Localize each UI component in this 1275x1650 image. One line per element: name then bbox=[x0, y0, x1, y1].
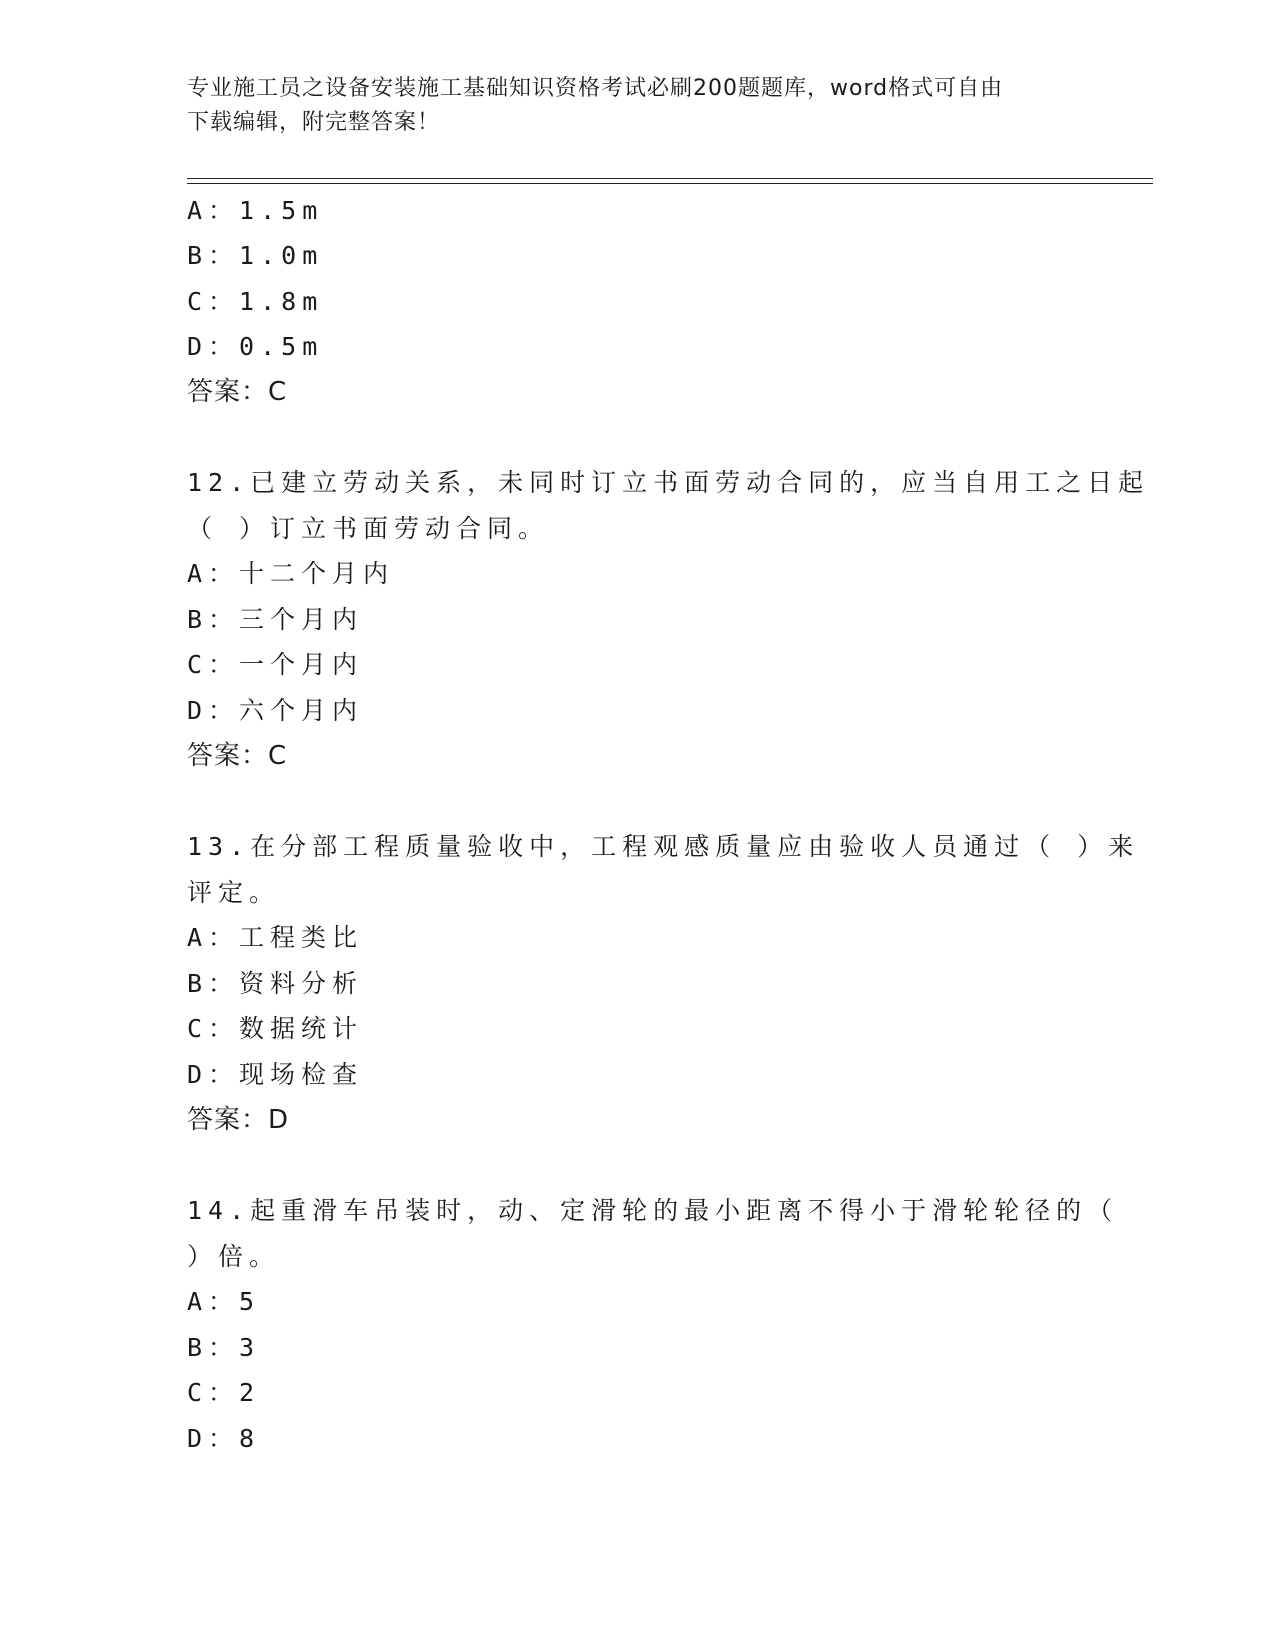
q12-answer: 答案：C bbox=[187, 741, 288, 771]
q11-answer: 答案：C bbox=[187, 377, 288, 407]
q12-stem-line-1: 12.已建立劳动关系，未同时订立书面劳动合同的，应当自用工之日起 bbox=[187, 468, 1150, 497]
document-header-line-2: 下载编辑，附完整答案！ bbox=[187, 110, 441, 135]
q11-option-a: A：1.5m bbox=[187, 196, 324, 225]
q13-option-a: A：工程类比 bbox=[187, 923, 364, 952]
q14-option-c: C：2 bbox=[187, 1378, 261, 1407]
q12-stem-line-2: （ ）订立书面劳动合同。 bbox=[187, 514, 550, 543]
q12-option-d: D：六个月内 bbox=[187, 696, 364, 725]
q14-option-d: D：8 bbox=[187, 1424, 261, 1453]
q11-option-d: D：0.5m bbox=[187, 332, 324, 361]
q13-stem-line-1: 13.在分部工程质量验收中，工程观感质量应由验收人员通过（ ）来 bbox=[187, 832, 1140, 861]
q12-option-a: A：十二个月内 bbox=[187, 559, 395, 588]
header-rule-top bbox=[187, 178, 1153, 179]
q14-option-a: A：5 bbox=[187, 1287, 261, 1316]
q11-option-c: C：1.8m bbox=[187, 287, 324, 316]
q13-stem-line-2: 评定。 bbox=[187, 878, 281, 907]
q13-answer: 答案：D bbox=[187, 1105, 290, 1135]
q14-option-b: B：3 bbox=[187, 1333, 261, 1362]
q12-option-c: C：一个月内 bbox=[187, 650, 364, 679]
q14-stem-line-2: ）倍。 bbox=[187, 1242, 281, 1271]
q13-option-d: D：现场检查 bbox=[187, 1060, 364, 1089]
q13-option-b: B：资料分析 bbox=[187, 969, 364, 998]
header-rule-bottom bbox=[187, 183, 1153, 184]
q12-option-b: B：三个月内 bbox=[187, 605, 364, 634]
q13-option-c: C：数据统计 bbox=[187, 1014, 364, 1043]
q11-option-b: B：1.0m bbox=[187, 241, 324, 270]
q14-stem-line-1: 14.起重滑车吊装时，动、定滑轮的最小距离不得小于滑轮轮径的（ bbox=[187, 1196, 1119, 1225]
document-header-line-1: 专业施工员之设备安装施工基础知识资格考试必刷200题题库，word格式可自由 bbox=[187, 76, 1004, 101]
